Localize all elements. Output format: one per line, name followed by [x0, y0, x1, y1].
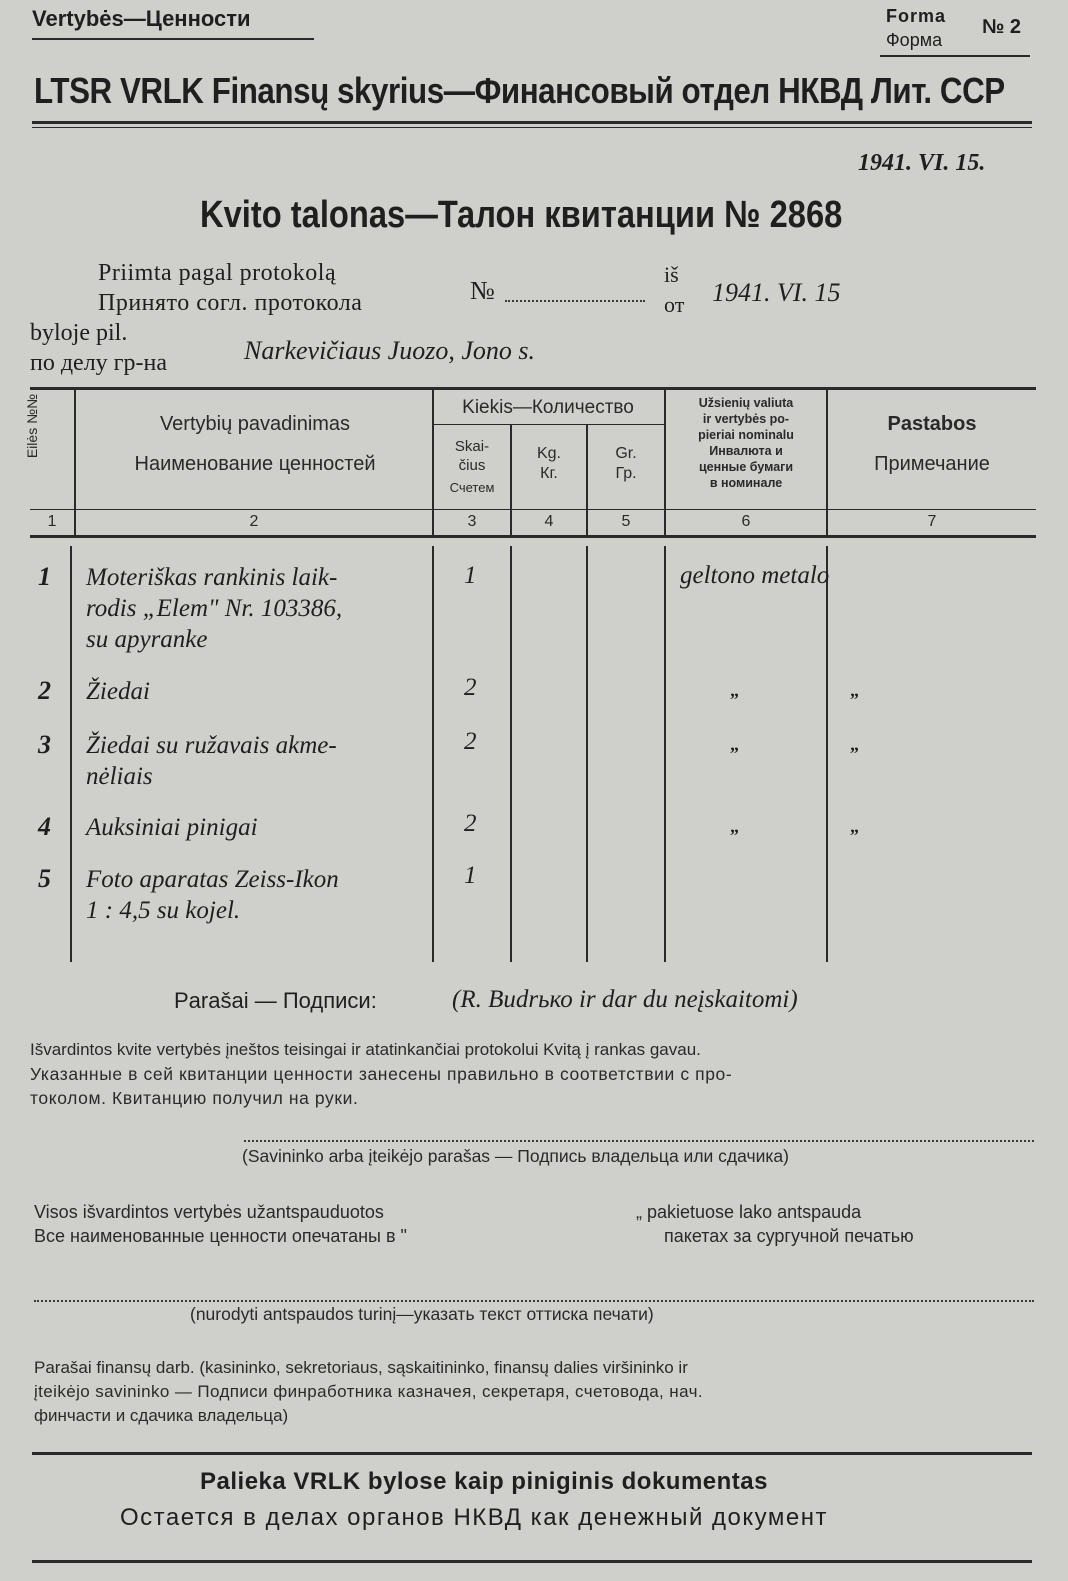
divider	[32, 127, 1032, 128]
col-header-name-ru: Наименование ценностей	[134, 453, 376, 475]
sealed-ru-right: пакетах за сургучной печатью	[664, 1226, 914, 1246]
footer-note-lt: Palieka VRLK bylose kaip piniginis dokumentas	[200, 1468, 768, 1495]
item-count: 1	[464, 562, 477, 589]
protocol-date: 1941. VI. 15	[712, 278, 841, 307]
row-number: 3	[38, 730, 51, 759]
form-label-ru: Форма	[886, 30, 943, 50]
col-header-gr: Gr. Гр.	[615, 445, 637, 482]
item-count: 2	[464, 674, 477, 701]
item-name: Auksiniai pinigai	[86, 814, 258, 841]
signatures-label: Parašai — Подписи:	[174, 988, 377, 1013]
statement-line-ru-2: токолом. Квитанцию получил на руки.	[30, 1088, 359, 1108]
ditto-mark: „	[730, 816, 739, 836]
col-header-currency: Užsienių valiuta ir vertybės po- pieriai nominalu Инвалюта и ценные бумаги в номинале	[698, 396, 794, 490]
ditto-mark: „	[730, 734, 739, 754]
finance-signatures-line2: įteikėjo savininko — Подписи финработника казначея, секретаря, счетовода, нач.	[34, 1382, 703, 1401]
divider	[32, 1560, 1032, 1563]
department-title: LTSR VRLK Finansų skyrius—Финансовый отдел НКВД Лит. ССР	[34, 70, 1005, 111]
page-title: Kvito talonas—Талон квитанции № 2868	[200, 194, 843, 236]
col-number: 2	[249, 513, 259, 530]
case-person-name: Narkevičiaus Juozo, Jono s.	[244, 336, 536, 365]
row-number: 2	[38, 676, 51, 705]
ditto-mark: „	[730, 680, 739, 700]
divider	[32, 1452, 1032, 1455]
col-header-count-lt: Skai- čius	[454, 438, 490, 474]
divider	[32, 121, 1032, 124]
ditto-mark: „	[850, 734, 859, 754]
case-label-lt: byloje pil.	[30, 320, 128, 346]
col-header-name-lt: Vertybių pavadinimas	[159, 413, 351, 435]
seal-text-caption: (nurodyti antspaudos turinį—указать текст оттиска печати)	[190, 1304, 654, 1324]
form-number: № 2	[982, 16, 1021, 38]
ditto-mark: „	[850, 816, 859, 836]
divider	[32, 38, 314, 40]
protocol-from-ru: от	[664, 292, 685, 317]
col-header-count-ru: Счетем	[449, 480, 495, 495]
table-header-divider	[30, 509, 1036, 510]
signatures-value: (R. Budrько ir dar du neįskaitomi)	[452, 986, 798, 1013]
statement-line-lt: Išvardintos kvite vertybės įneštos teisingai ir atatinkančiai protokolui Kvitą į rankas gavau.	[30, 1040, 701, 1059]
col-divider	[664, 546, 666, 962]
seal-text-line	[34, 1300, 1034, 1302]
sealed-ru-left: Все наименованные ценности опечатаны в "	[34, 1226, 407, 1246]
col-number: 4	[544, 513, 554, 530]
col-number: 6	[741, 513, 751, 530]
item-name: Žiedai	[86, 678, 150, 705]
col-number: 3	[467, 513, 477, 530]
finance-signatures-line1: Parašai finansų darb. (kasininko, sekretoriaus, sąskaitininko, finansų dalies viršininko ir	[34, 1358, 688, 1377]
item-currency-note: geltono metalo	[680, 562, 830, 589]
col-divider	[432, 546, 434, 962]
col-divider	[510, 546, 512, 962]
form-label-lt: Forma	[886, 6, 947, 26]
protocol-label-ru: Принято согл. протокола	[98, 290, 363, 316]
col-number: 1	[47, 513, 57, 530]
table-top-border	[30, 387, 1036, 390]
col-divider	[70, 546, 72, 962]
col-header-notes-ru: Примечание	[874, 453, 990, 475]
col-header-quantity: Kiekis—Количество	[462, 397, 634, 418]
col-header-num: Eilės №№	[24, 393, 40, 459]
case-label-ru: по делу гр-на	[30, 350, 168, 376]
row-number: 4	[38, 812, 51, 841]
ditto-mark: „	[850, 680, 859, 700]
col-header-kg: Kg. Кг.	[536, 445, 561, 482]
divider	[880, 55, 1030, 57]
statement-line-ru: Указанные в сей квитанции ценности занесены правильно в соответствии с про-	[30, 1064, 733, 1084]
form-category: Vertybės—Ценности	[32, 6, 251, 31]
col-number: 5	[621, 513, 631, 530]
protocol-from-lt: iš	[664, 262, 679, 287]
col-divider	[826, 546, 828, 962]
row-number: 1	[38, 562, 51, 591]
sealed-lt-right: „ pakietuose lako antspauda	[636, 1202, 862, 1222]
item-name: Foto aparatas Zeiss-Ikon 1 : 4,5 su kojel.	[86, 866, 339, 924]
item-count: 2	[464, 810, 477, 837]
protocol-number-line	[505, 300, 645, 302]
owner-signature-line	[244, 1140, 1034, 1142]
item-count: 1	[464, 862, 477, 889]
col-number: 7	[927, 513, 937, 530]
col-header-notes-lt: Pastabos	[887, 413, 977, 435]
protocol-number-label: №	[470, 276, 495, 305]
item-name: Žiedai su ružavais akme- nėliais	[86, 732, 337, 790]
quantity-subheader-line	[432, 424, 664, 425]
finance-signatures-line3: финчасти и сдачика владельца)	[34, 1406, 289, 1425]
item-count: 2	[464, 728, 477, 755]
col-divider	[586, 546, 588, 962]
table-header-bottom	[30, 535, 1036, 538]
owner-signature-caption: (Savininko arba įteikėjo parašas — Подпись владельца или сдачика)	[242, 1146, 789, 1166]
row-number: 5	[38, 864, 51, 893]
footer-note-ru: Остается в делах органов НКВД как денежный документ	[120, 1504, 828, 1531]
item-name: Moteriškas rankinis laik- rodis „Elem" Nr. 103386, su apyranke	[86, 564, 343, 653]
date-top: 1941. VI. 15.	[858, 150, 986, 176]
protocol-label-lt: Priimta pagal protokolą	[98, 260, 337, 286]
sealed-lt-left: Visos išvardintos vertybės užantspauduotos	[34, 1202, 384, 1222]
